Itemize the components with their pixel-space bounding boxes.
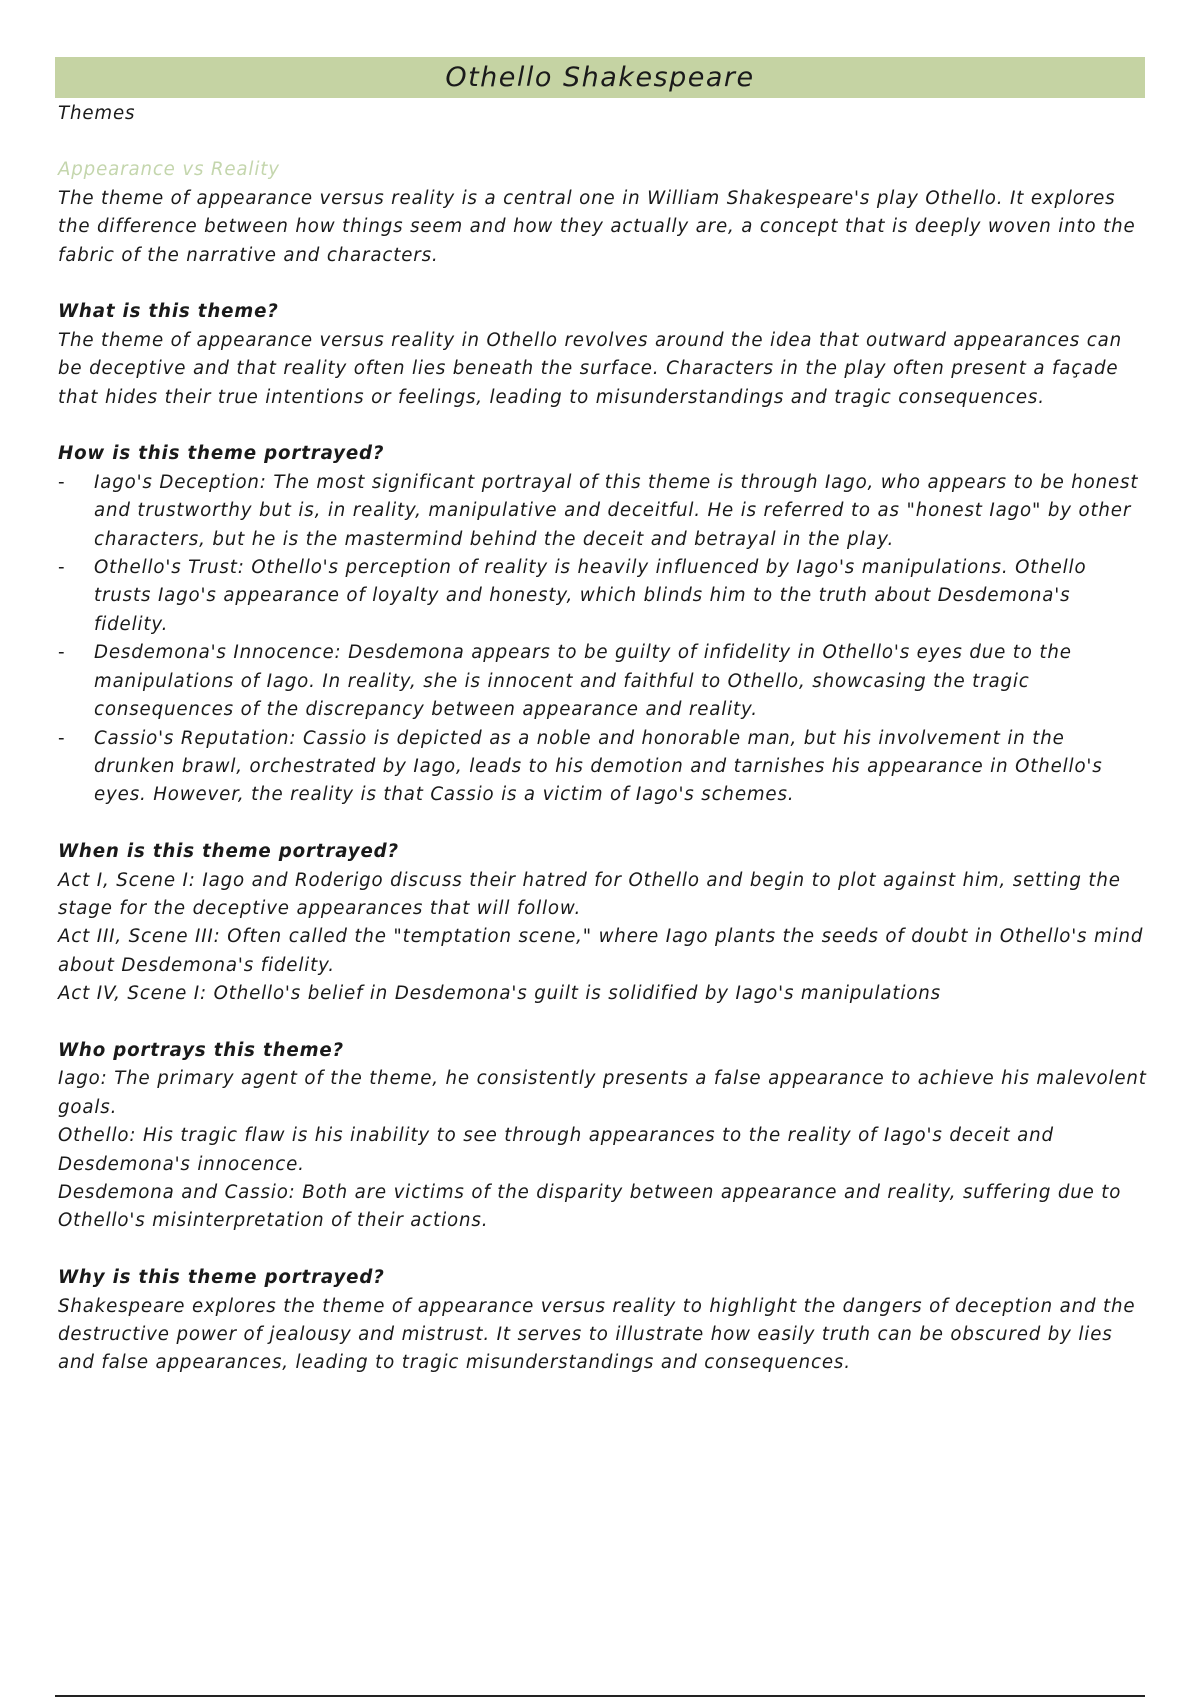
footer-divider	[55, 1695, 1145, 1697]
document-body	[58, 100, 1148, 1378]
document-title: Othello Shakespeare	[445, 62, 755, 93]
list-item-text: Othello's Trust: Othello's perception of reality is heavily influenced by Iago's manipulations. Othello trusts Iago's appearance of loyalty and honesty, which blinds him to the truth about Desdemona's fidelity.	[94, 557, 1087, 635]
intro-paragraph: The theme of appearance versus reality is a central one in William Shakespeare's play Othello. It explores the difference between how things seem and how they actually are, a concept that is deeply woven into the fabric of the narrative and characters.	[58, 187, 1136, 266]
bullet-dash: -	[58, 471, 66, 493]
theme-subtitle: Appearance vs Reality	[58, 159, 280, 181]
bullet-dash: -	[58, 557, 66, 579]
list-item-text: Desdemona's Innocence: Desdemona appears to be guilty of infidelity in Othello's eyes due to the manipulations of Iago. In reality, she is innocent and faithful to Othello, showcasing the tragic consequences of the discrepancy between appearance and reality.	[94, 642, 1072, 721]
list-item	[58, 469, 1148, 554]
what-heading: What is this theme?	[58, 301, 279, 323]
title-banner	[55, 57, 1145, 98]
who-line: Desdemona and Cassio: Both are victims of the disparity between appearance and reality, suffering due to Othello's misinterpretation of their actions.	[58, 1181, 1122, 1232]
why-heading: Why is this theme portrayed?	[58, 1267, 385, 1289]
bullet-dash: -	[58, 727, 66, 749]
how-heading: How is this theme portrayed?	[58, 443, 385, 465]
section-label: Themes	[58, 103, 136, 124]
what-paragraph: The theme of appearance versus reality in Othello revolves around the idea that outward appearances can be deceptive and that reality often lies beneath the surface. Characters in the play often present a façade that hides their true intentions or feelings, leading to misunderstandings and tragic consequences.	[58, 329, 1122, 408]
when-line: Act I, Scene I: Iago and Roderigo discuss their hatred for Othello and begin to plot against him, setting the stage for the deceptive appearances that will follow.	[58, 869, 1121, 919]
list-item-text: Iago's Deception: The most significant portrayal of this theme is through Iago, who appears to be honest and trustworthy but is, in reality, manipulative and deceitful. He is referred to as "honest Iago" by other characters, but he is the mastermind behind the deceit and betrayal in the play.	[94, 471, 1139, 550]
who-line: Othello: His tragic flaw is his inability to see through appearances to the reality of Iago's deceit and Desdemona's innocence.	[58, 1125, 1054, 1175]
why-paragraph: Shakespeare explores the theme of appearance versus reality to highlight the dangers of deception and the destructive power of jealousy and mistrust. It serves to illustrate how easily truth can be obscured by lies and false appearances, leading to tragic misunderstandings and consequences.	[58, 1295, 1136, 1374]
when-line: Act IV, Scene I: Othello's belief in Desdemona's guilt is solidified by Iago's manipulations	[58, 983, 941, 1005]
list-item	[58, 639, 1148, 724]
who-line: Iago: The primary agent of the theme, he consistently presents a false appearance to achieve his malevolent goals.	[58, 1068, 1147, 1118]
when-heading: When is this theme portrayed?	[58, 841, 399, 863]
list-item	[58, 554, 1148, 639]
when-line: Act III, Scene III: Often called the "temptation scene," where Iago plants the seeds of doubt in Othello's mind about Desdemona's fidelity.	[58, 926, 1144, 976]
list-item-text: Cassio's Reputation: Cassio is depicted as a noble and honorable man, but his involvement in the drunken brawl, orchestrated by Iago, leads to his demotion and tarnishes his appearance in Othello's eyes. However, the reality is that Cassio is a victim of Iago's schemes.	[94, 727, 1103, 806]
how-list	[58, 469, 1148, 810]
who-heading: Who portrays this theme?	[58, 1039, 344, 1061]
bullet-dash: -	[58, 642, 66, 664]
list-item	[58, 725, 1148, 810]
